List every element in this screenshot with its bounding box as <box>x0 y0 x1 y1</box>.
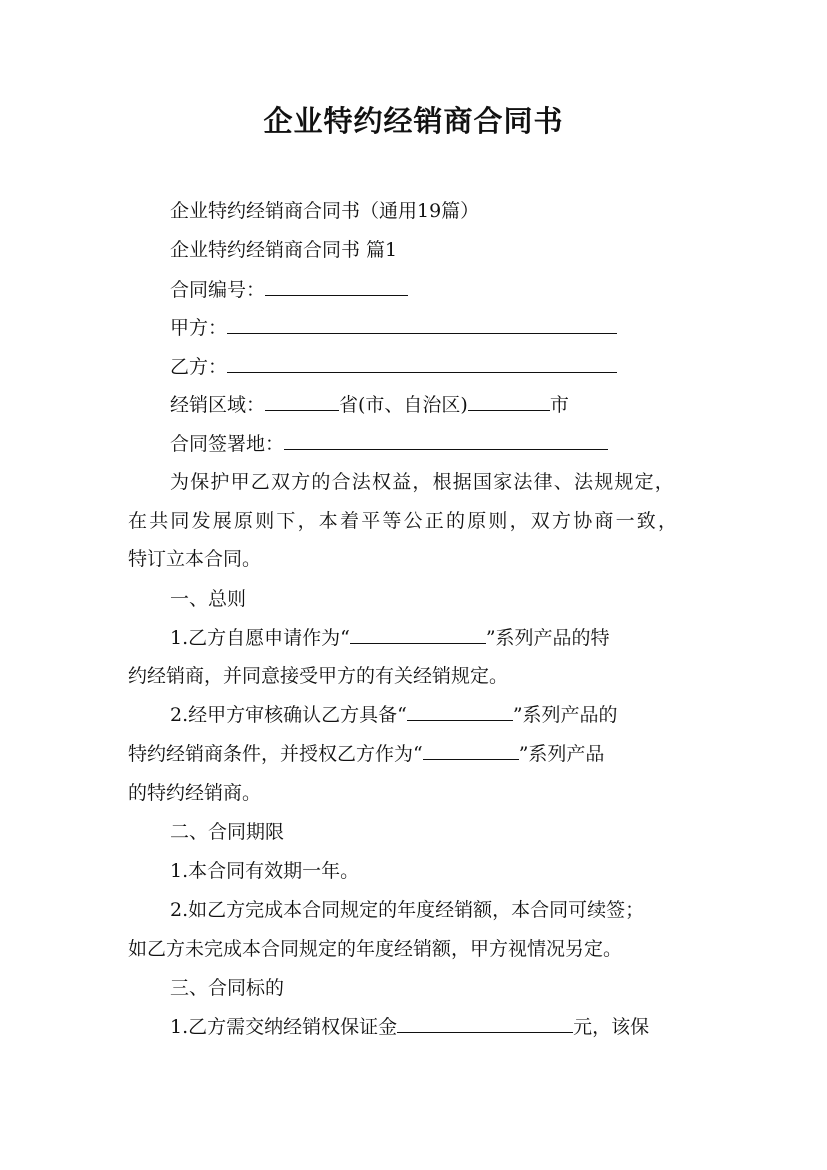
party-a-line <box>170 314 617 342</box>
region-province-blank <box>265 391 339 411</box>
intro-paragraph-line2: 在共同发展原则下，本着平等公正的原则，双方协商一致， <box>128 510 680 532</box>
region-line <box>170 391 569 419</box>
signing-place-line <box>170 430 608 458</box>
party-b-blank <box>227 353 617 373</box>
article-1-2-line2-blank <box>423 740 519 760</box>
heading-term: 二、合同期限 <box>170 821 285 843</box>
article-3-1-line1 <box>170 1013 649 1041</box>
article-1-2-line2 <box>128 740 604 768</box>
article-1-1-line2: 约经销商，并同意接受甲方的有关经销规定。 <box>128 665 509 687</box>
party-b-line <box>170 353 617 381</box>
party-b-label: 乙方： <box>170 356 228 378</box>
heading-subject: 三、合同标的 <box>170 977 285 999</box>
article-1-1-pre: 1.乙方自愿申请作为“ <box>170 627 350 649</box>
article-3-1-post: 元，该保 <box>573 1016 650 1038</box>
article-1-2-pre: 2.经甲方审核确认乙方具备“ <box>170 704 407 726</box>
article-1-1-post: ”系列产品的特 <box>485 627 610 649</box>
document-subtitle: 企业特约经销商合同书（通用19篇） <box>170 200 480 222</box>
signing-place-label: 合同签署地： <box>170 433 285 455</box>
article-1-2-line1 <box>170 701 618 729</box>
region-label: 经销区域： <box>170 394 266 416</box>
region-city-text: 市 <box>549 394 569 416</box>
contract-number-label: 合同编号： <box>170 279 266 301</box>
article-2-1: 1.本合同有效期一年。 <box>170 860 360 882</box>
document-title: 企业特约经销商合同书 <box>263 104 564 138</box>
heading-general: 一、总则 <box>170 588 247 610</box>
party-a-blank <box>227 314 617 334</box>
article-1-2-post: ”系列产品的 <box>512 704 618 726</box>
contract-number-line <box>170 276 408 304</box>
article-2-2-line2: 如乙方未完成本合同规定的年度经销额，甲方视情况另定。 <box>128 938 623 960</box>
article-1-2-line2-post: ”系列产品 <box>518 743 605 765</box>
party-a-label: 甲方： <box>170 317 228 339</box>
article-3-1-pre: 1.乙方需交纳经销权保证金 <box>170 1016 398 1038</box>
article-1-2-line2-pre: 特约经销商条件，并授权乙方作为“ <box>128 743 423 765</box>
signing-place-blank <box>284 430 608 450</box>
article-1-2-blank <box>407 701 513 721</box>
contract-number-blank <box>265 276 408 296</box>
region-province-text: 省(市、自治区) <box>339 394 468 416</box>
article-1-2-line3: 的特约经销商。 <box>128 782 262 804</box>
intro-paragraph-line3: 特订立本合同。 <box>128 548 262 570</box>
section-title: 企业特约经销商合同书 篇1 <box>170 239 398 261</box>
intro-paragraph-line1: 为保护甲乙双方的合法权益，根据国家法律、法规规定， <box>170 471 676 493</box>
article-2-2-line1: 2.如乙方完成本合同规定的年度经销额，本合同可续签； <box>170 899 645 921</box>
article-1-1-blank <box>350 624 486 644</box>
article-1-1-line1 <box>170 624 610 652</box>
region-city-blank <box>468 391 550 411</box>
deposit-amount-blank <box>397 1013 573 1033</box>
